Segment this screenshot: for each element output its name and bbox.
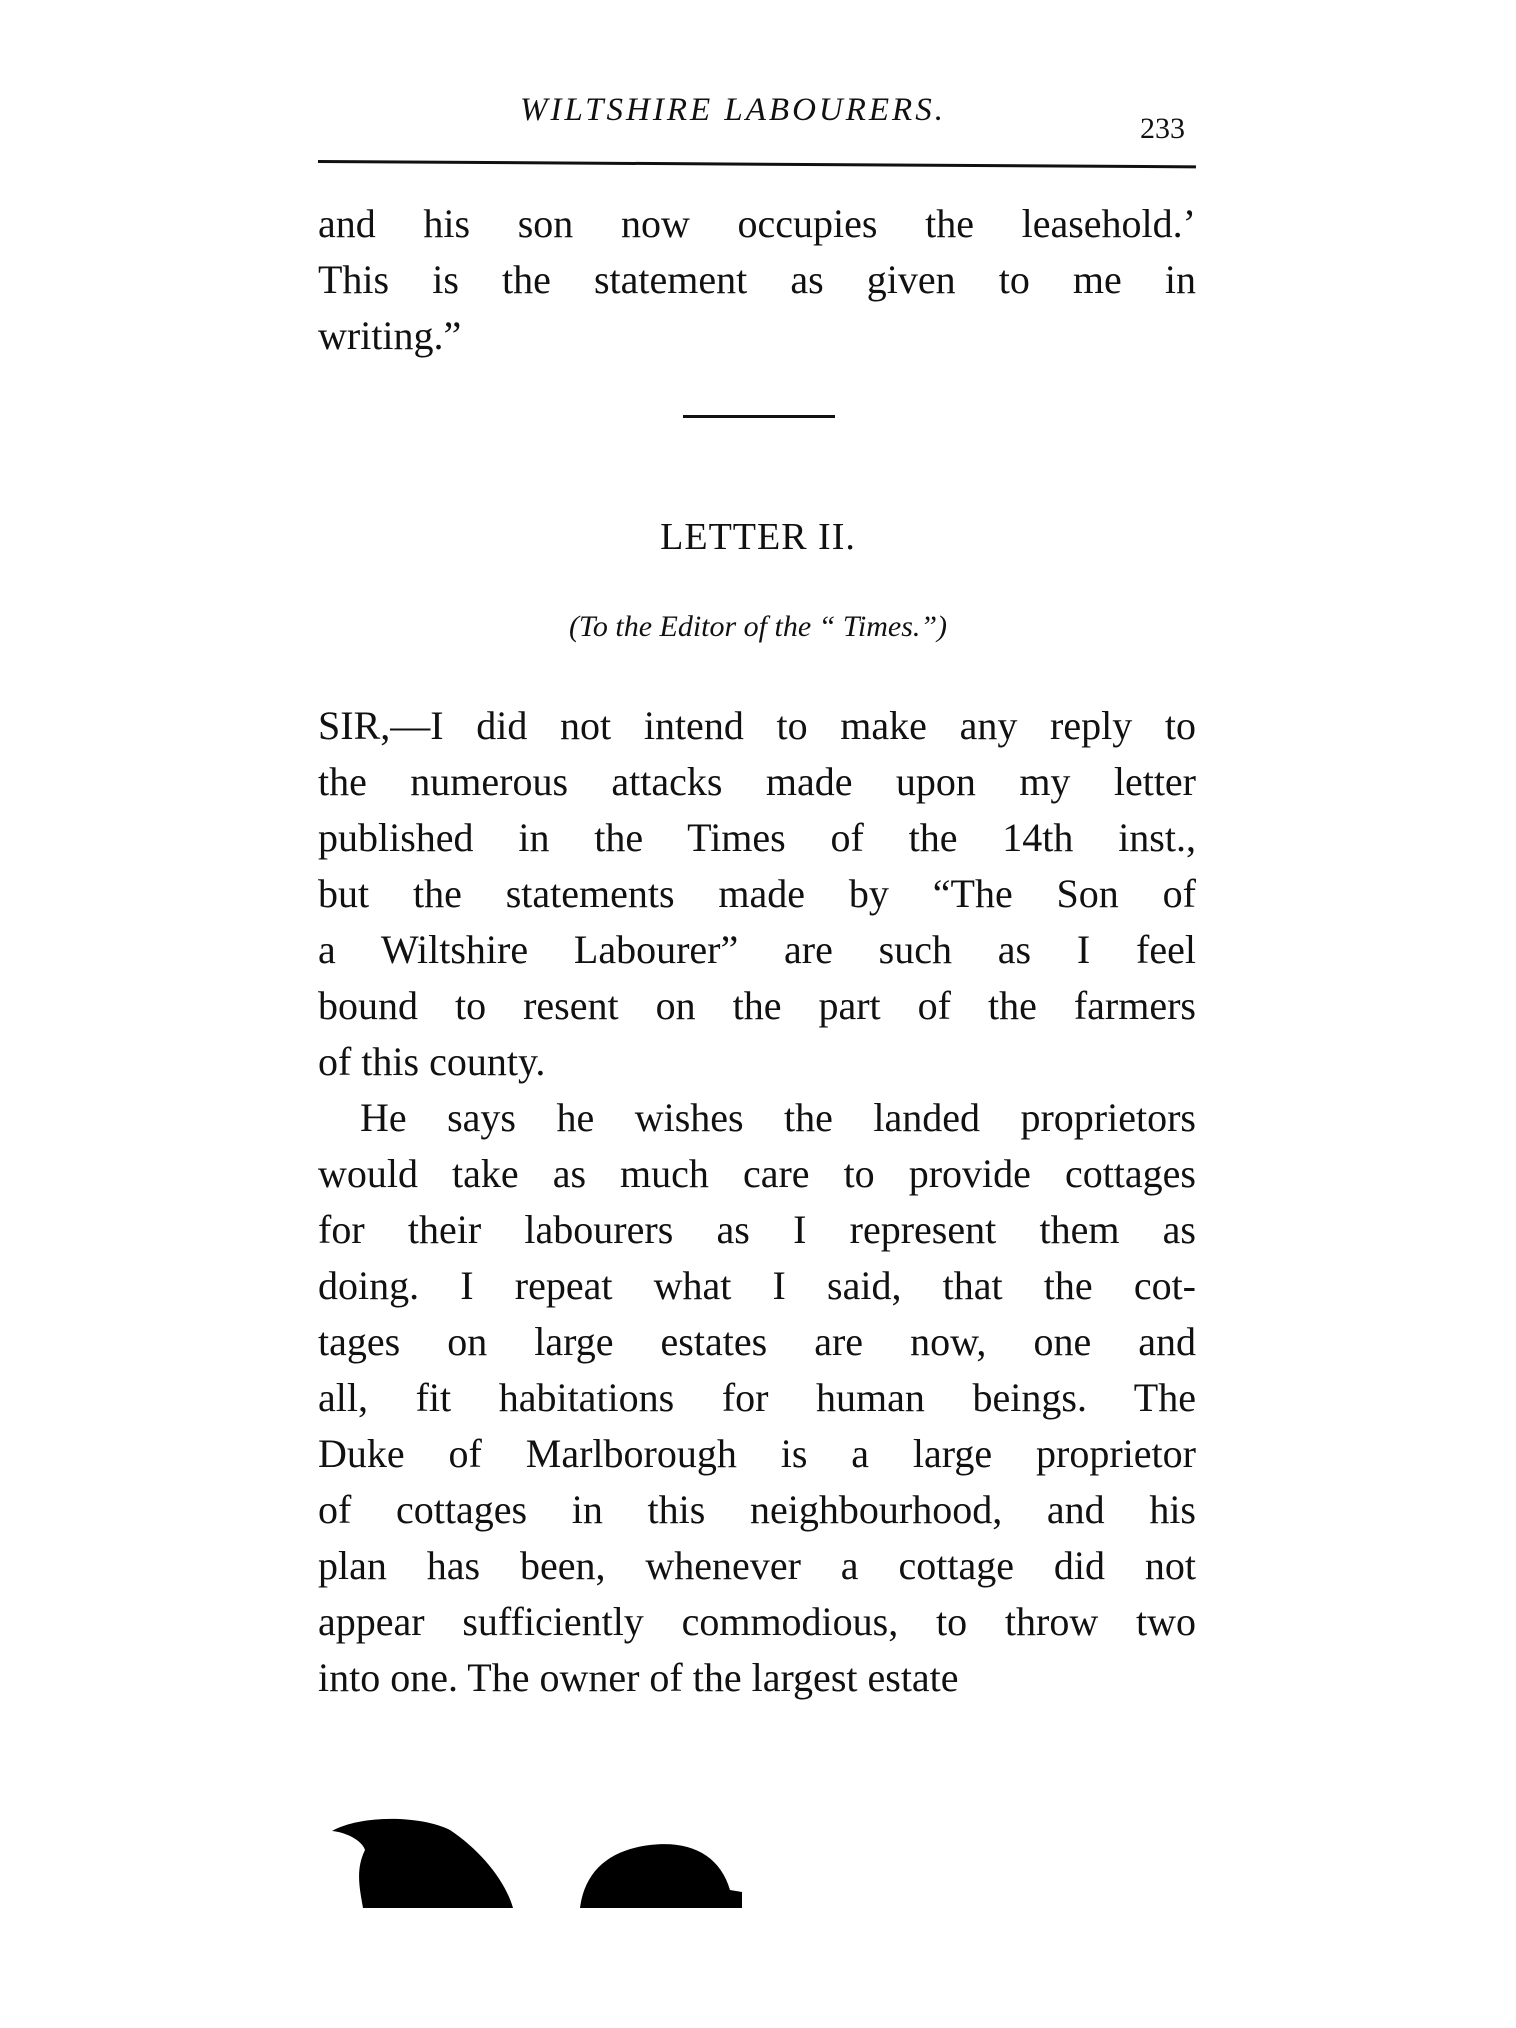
letter-subtitle: (To the Editor of the “ Times.”) <box>568 610 948 643</box>
text-line: but the statements made by “The Son of <box>318 871 1196 916</box>
text-line: into one. The owner of the largest estate <box>318 1655 959 1700</box>
text-line: appear sufficiently commodious, to throw two <box>318 1599 1196 1644</box>
text-line: bound to resent on the part of the farmers <box>318 983 1196 1028</box>
text-line: of this county. <box>318 1039 546 1084</box>
text-line: would take as much care to provide cottages <box>318 1151 1196 1196</box>
text-line: plan has been, whenever a cottage did not <box>318 1543 1196 1588</box>
ink-blot-right <box>580 1844 742 1908</box>
text-line: tages on large estates are now, one and <box>318 1319 1196 1364</box>
ink-blot-left <box>332 1819 513 1908</box>
text-line: all, fit habitations for human beings. The <box>318 1375 1196 1420</box>
running-head: WILTSHIRE LABOURERS. <box>520 92 946 128</box>
text-line: doing. I repeat what I said, that the cot- <box>318 1263 1196 1308</box>
text-line: the numerous attacks made upon my letter <box>318 759 1196 804</box>
text-line: Duke of Marlborough is a large proprietor <box>318 1431 1196 1476</box>
text-line: of cottages in this neighbourhood, and his <box>318 1487 1196 1532</box>
text-line: and his son now occupies the leasehold.’ <box>318 201 1196 246</box>
text-line: a Wiltshire Labourer” are such as I feel <box>318 927 1196 972</box>
text-line: SIR,—I did not intend to make any reply to <box>318 703 1196 748</box>
text-line: published in the Times of the 14th inst., <box>318 815 1196 860</box>
page-number: 233 <box>1140 112 1185 145</box>
letter-title: LETTER II. <box>660 516 856 558</box>
text-line: writing.” <box>318 313 462 358</box>
text-line: This is the statement as given to me in <box>318 257 1196 302</box>
text-line: He says he wishes the landed proprietors <box>360 1095 1196 1140</box>
text-line: for their labourers as I represent them as <box>318 1207 1196 1252</box>
